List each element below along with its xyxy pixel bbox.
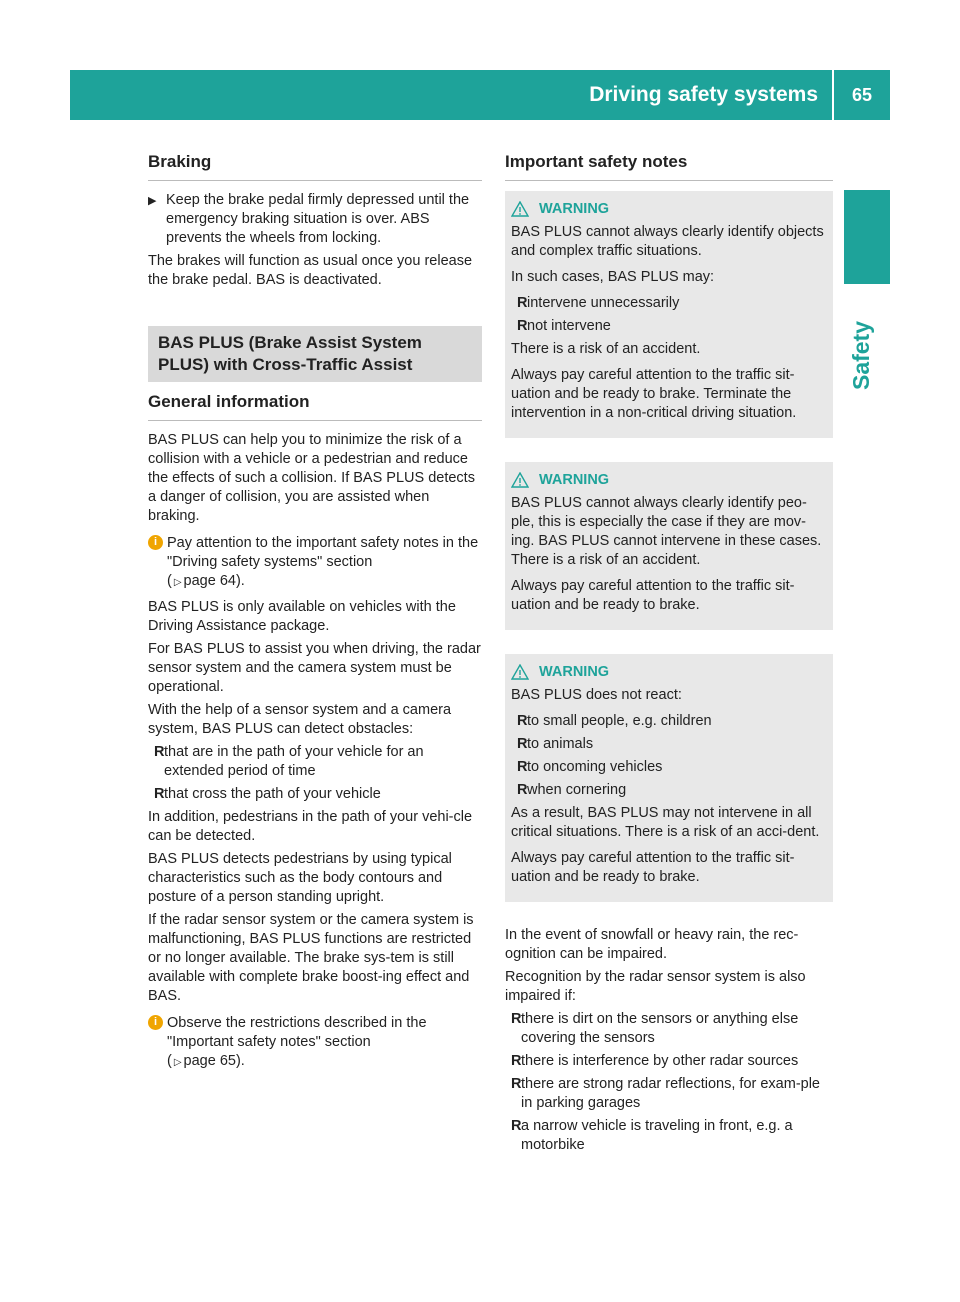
list-item: R to oncoming vehicles: [517, 759, 663, 775]
warning-triangle-icon: [511, 664, 529, 680]
bullet-icon: R: [511, 1118, 522, 1134]
warning-text: Always pay careful attention to the traffic sit-uation and be ready to brake. Terminate the intervention in a non-critical driving situation.: [511, 367, 797, 421]
info-note-text: Pay attention to the important safety notes in the "Driving safety systems" section ( ▷ page 64).: [167, 534, 482, 592]
warning-text: BAS PLUS cannot always clearly identify peo-ple, this is especially the case if they are mov-ing. BAS PLUS cannot intervene in these cases. There is a risk of an accident.: [511, 495, 822, 568]
paragraph: BAS PLUS detects pedestrians by using typical characteristics such as the body contours and posture of a person standing upright.: [148, 851, 452, 905]
bullet-icon: R: [511, 1053, 522, 1069]
page-reference[interactable]: page 65).: [183, 1053, 245, 1069]
braking-text: The brakes will function as usual once you release the brake pedal. BAS is deactivated.: [148, 253, 473, 288]
triangle-right-icon: ▷: [173, 577, 182, 588]
warning-text: Always pay careful attention to the traffic sit-uation and be ready to brake.: [511, 850, 795, 885]
warning-text: In such cases, BAS PLUS may:: [511, 269, 715, 285]
list-item: R to animals: [517, 736, 594, 752]
bullet-icon: R: [517, 736, 528, 752]
list-item: R there is interference by other radar sources: [511, 1053, 799, 1069]
paragraph: In the event of snowfall or heavy rain, the rec-ognition can be impaired.: [505, 927, 799, 962]
general-info-heading: General information: [148, 390, 482, 421]
safety-notes-heading: Important safety notes: [505, 150, 833, 181]
info-note: [148, 534, 482, 592]
triangle-right-icon: ▷: [173, 1057, 182, 1068]
paragraph: In addition, pedestrians in the path of your vehi-cle can be detected.: [148, 809, 473, 844]
paragraph: BAS PLUS is only available on vehicles with the Driving Assistance package.: [148, 599, 456, 634]
bullet-icon: R: [517, 759, 528, 775]
info-note-text: Observe the restrictions described in the "Important safety notes" section ( ▷ page 65).: [167, 1014, 482, 1072]
bas-plus-heading: BAS PLUS (Brake Assist System PLUS) with Cross-Traffic Assist: [148, 326, 482, 382]
page-number: 65: [851, 84, 873, 105]
bullet-icon: R: [154, 786, 165, 802]
section-tab-marker: [844, 190, 890, 284]
braking-action-text: Keep the brake pedal firmly depressed until the emergency braking situation is over. ABS prevents the wheels from locking.: [166, 192, 470, 246]
page-header: [70, 70, 890, 120]
bullet-icon: R: [511, 1076, 522, 1092]
bullet-icon: R: [517, 318, 528, 334]
section-tab-label: Safety: [848, 320, 875, 390]
info-icon: i: [148, 535, 163, 550]
list-item: R to small people, e.g. children: [517, 713, 712, 729]
warning-triangle-icon: [511, 201, 529, 217]
right-column: [505, 150, 833, 1159]
list-item: R there is dirt on the sensors or anything else covering the sensors: [511, 1011, 799, 1046]
paragraph: If the radar sensor system or the camera system is malfunctioning, BAS PLUS functions are restricted or no longer available. The brake sys-tem is still available with complete brake boost-ing effect and BAS.: [148, 912, 474, 1004]
arrow-right-icon: ▶: [148, 195, 157, 207]
list-item: R not intervene: [517, 318, 611, 334]
left-column: [148, 150, 482, 1078]
header-title: Driving safety systems: [589, 70, 834, 120]
warning-title: WARNING: [511, 201, 827, 217]
page-reference[interactable]: page 64).: [183, 573, 245, 589]
warning-text: As a result, BAS PLUS may not intervene in all critical situations. There is a risk of an acci-dent.: [511, 805, 820, 840]
warning-title: WARNING: [511, 472, 827, 488]
bullet-icon: R: [517, 295, 528, 311]
warning-box: [505, 191, 833, 438]
bullet-icon: R: [517, 713, 528, 729]
info-icon: i: [148, 1015, 163, 1030]
info-note: [148, 1014, 482, 1072]
paragraph: Recognition by the radar sensor system is also impaired if:: [505, 969, 806, 1004]
list-item: R that are in the path of your vehicle for an extended period of time: [154, 744, 424, 779]
list-item: R there are strong radar reflections, for exam-ple in parking garages: [511, 1076, 820, 1111]
bullet-icon: R: [154, 744, 165, 760]
paragraph: With the help of a sensor system and a camera system, BAS PLUS can detect obstacles:: [148, 702, 452, 737]
list-item: R intervene unnecessarily: [517, 295, 680, 311]
braking-heading: Braking: [148, 150, 482, 181]
warning-box: [505, 462, 833, 630]
warning-title: WARNING: [511, 664, 827, 680]
bullet-icon: R: [517, 782, 528, 798]
warning-text: BAS PLUS does not react:: [511, 687, 682, 703]
warning-text: BAS PLUS cannot always clearly identify objects and complex traffic situations.: [511, 224, 824, 259]
warning-text: Always pay careful attention to the traffic sit-uation and be ready to brake.: [511, 578, 795, 613]
list-item: R a narrow vehicle is traveling in front, e.g. a motorbike: [511, 1118, 793, 1153]
list-item: R when cornering: [517, 782, 627, 798]
warning-triangle-icon: [511, 472, 529, 488]
bullet-icon: R: [511, 1011, 522, 1027]
list-item: R that cross the path of your vehicle: [154, 786, 381, 802]
braking-action-step: [148, 191, 482, 248]
warning-text: There is a risk of an accident.: [511, 341, 701, 357]
paragraph: BAS PLUS can help you to minimize the risk of a collision with a vehicle or a pedestrian and reduce the effects of such a collision. If BAS PLUS detects a danger of collision, you are assisted when braking.: [148, 432, 475, 524]
paragraph: For BAS PLUS to assist you when driving, the radar sensor system and the camera system must be operational.: [148, 641, 481, 695]
warning-box: [505, 654, 833, 902]
